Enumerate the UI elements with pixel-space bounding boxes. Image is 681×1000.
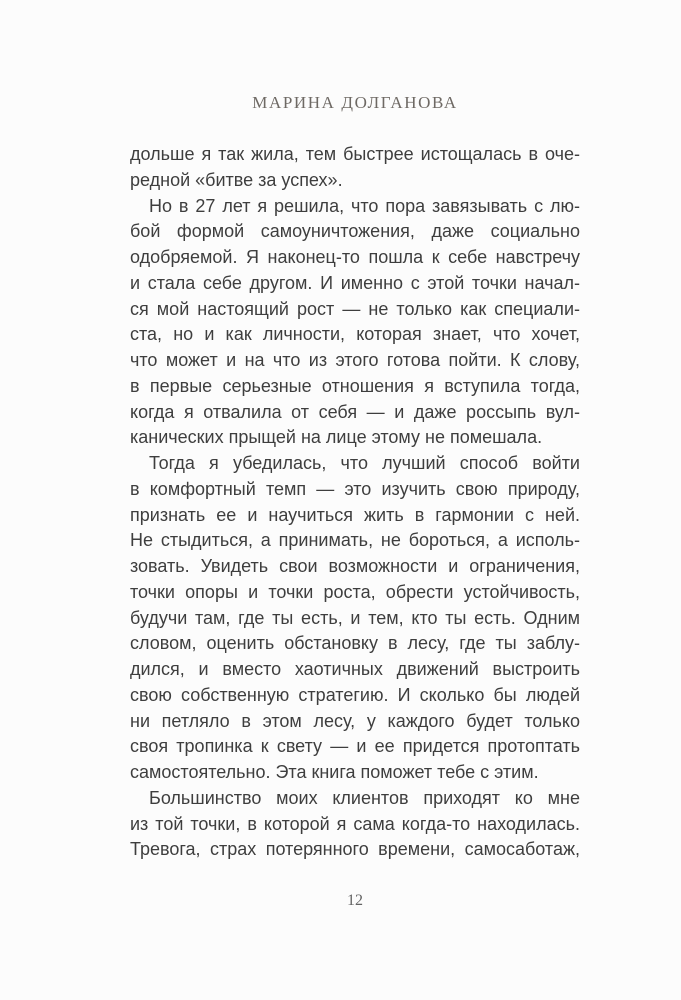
body-text-line: Тогда я убедилась, что лучший способ войти xyxy=(149,453,580,473)
page-footer xyxy=(130,891,580,911)
body-text-line: когда я отвалила от себя — и даже россыпь вул- xyxy=(130,401,580,422)
body-text-line: ни петляло в этом лесу, у каждого будет только xyxy=(130,710,580,731)
body-text-line: Большинство моих клиентов приходят ко мне xyxy=(149,787,580,808)
body-text-line: признать ее и научиться жить в гармонии с ней. xyxy=(130,504,580,525)
body-text-line: бой формой самоуничтожения, даже социально xyxy=(130,221,580,242)
body-text-line: в первые серьезные отношения я вступила тогда, xyxy=(130,375,580,396)
body-text-line: своя тропинка к свету — и ее придется протоптать xyxy=(130,736,580,757)
body-text-line: будучи там, где ты есть, и тем, кто ты есть. Одним xyxy=(130,607,580,628)
body-text-line: дился, и вместо хаотичных движений выстроить xyxy=(130,659,580,679)
body-text-line: свою собственную стратегию. И сколько бы людей xyxy=(130,684,580,705)
page-body xyxy=(130,142,580,863)
body-text-line: самостоятельно. Эта книга поможет тебе с этим. xyxy=(130,762,539,782)
body-text-line: ся мой настоящий рост — не только как специали- xyxy=(130,298,580,319)
body-text-line: словом, оценить обстановку в лесу, где ты заблу- xyxy=(130,633,580,654)
body-text-line: из той точки, в которой я сама когда-то находилась. xyxy=(130,813,580,834)
body-text-line: Но в 27 лет я решила, что пора завязывать с лю- xyxy=(149,195,580,216)
body-text-line: канических прыщей на лице этому не помешала. xyxy=(130,427,543,448)
body-text-line: дольше я так жила, тем быстрее истощалась в оче- xyxy=(130,144,580,164)
body-text-line: и стала себе другом. И именно с этой точки начал- xyxy=(130,272,580,293)
body-text-line: одобряемой. Я наконец-то пошла к себе навстречу xyxy=(130,247,580,267)
body-text-line: зовать. Увидеть свои возможности и ограничения, xyxy=(130,556,580,576)
author-running-head: МАРИНА ДОЛГАНОВА xyxy=(252,93,458,112)
body-text-line: в комфортный темп — это изучить свою природу, xyxy=(130,478,580,499)
body-text-line: Тревога, страх потерянного времени, самосаботаж, xyxy=(130,839,580,860)
page-header xyxy=(130,93,580,113)
body-text-line: Не стыдиться, а принимать, не бороться, а исполь- xyxy=(130,530,580,551)
body-text-line: что может и на что из этого готова пойти. К слову, xyxy=(130,350,580,370)
body-text-line: редной «битве за успех». xyxy=(130,169,343,190)
body-text-line: ста, но и как личности, которая знает, что хочет, xyxy=(130,324,580,345)
body-text-line: точки опоры и точки роста, обрести устойчивость, xyxy=(130,581,580,602)
page-number: 12 xyxy=(347,892,363,909)
